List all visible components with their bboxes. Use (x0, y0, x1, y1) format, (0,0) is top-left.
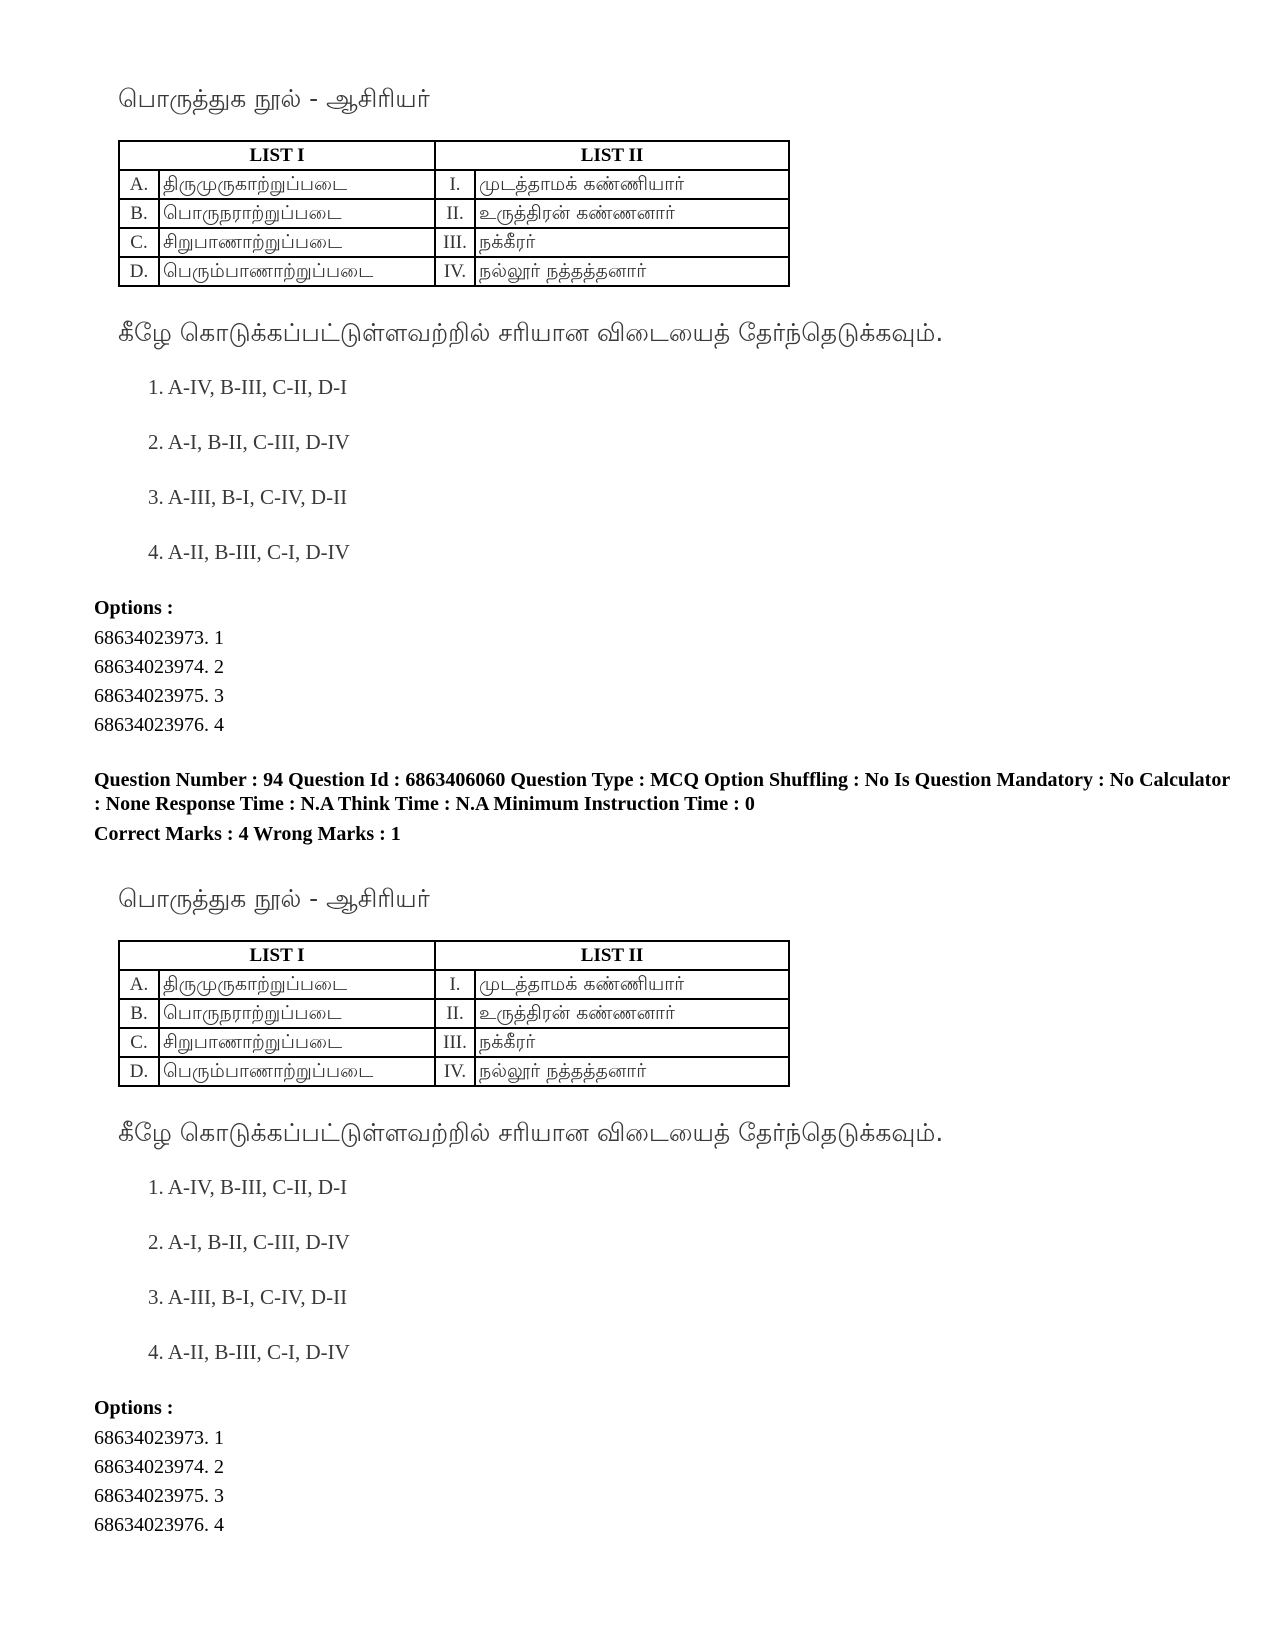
list-i-item: பொருநராற்றுப்படை (159, 199, 435, 228)
list-i-item: பொருநராற்றுப்படை (159, 999, 435, 1028)
list-ii-item: உருத்திரன் கண்ணனார் (475, 999, 789, 1028)
answer-choice: 2. A-I, B-II, C-III, D-IV (148, 430, 350, 454)
question-marks: Correct Marks : 4 Wrong Marks : 1 (94, 823, 401, 845)
answer-choice: 1. A-IV, B-III, C-II, D-I (148, 375, 348, 399)
list-ii-item: நல்லூர் நத்தத்தனார் (475, 257, 789, 286)
list-i-key: A. (119, 970, 159, 999)
list-ii-item: முடத்தாமக் கண்ணியார் (475, 170, 789, 199)
list-ii-key: I. (435, 970, 475, 999)
list-ii-item: முடத்தாமக் கண்ணியார் (475, 970, 789, 999)
options-list (94, 1426, 224, 1542)
instruction-text: கீழே கொடுக்கப்பட்டுள்ளவற்றில் சரியான விடையைத் தேர்ந்தெடுக்கவும். (118, 1118, 944, 1147)
question-block-1 (0, 0, 1275, 590)
list-ii-key: III. (435, 1028, 475, 1057)
options-list (94, 626, 224, 742)
list-ii-header: LIST II (435, 941, 789, 970)
table-row (119, 170, 789, 199)
answer-choice: 3. A-III, B-I, C-IV, D-II (148, 1285, 348, 1309)
list-ii-item: நக்கீரர் (475, 1028, 789, 1057)
list-i-key: C. (119, 1028, 159, 1057)
list-i-key: C. (119, 228, 159, 257)
answer-choice: 1. A-IV, B-III, C-II, D-I (148, 1175, 348, 1199)
list-i-item: பெரும்பாணாற்றுப்படை (159, 1057, 435, 1086)
list-ii-key: IV. (435, 1057, 475, 1086)
option-item: 68634023974. 2 (94, 656, 224, 678)
list-ii-key: II. (435, 199, 475, 228)
list-i-item: சிறுபாணாற்றுப்படை (159, 228, 435, 257)
table-row (119, 228, 789, 257)
match-table (118, 940, 790, 1087)
list-i-key: D. (119, 1057, 159, 1086)
list-i-key: B. (119, 999, 159, 1028)
option-item: 68634023976. 4 (94, 714, 224, 736)
option-item: 68634023973. 1 (94, 627, 224, 649)
question-heading: பொருத்துக நூல் - ஆசிரியர் (118, 884, 430, 913)
option-item: 68634023976. 4 (94, 1514, 224, 1536)
list-i-key: A. (119, 170, 159, 199)
answer-choices (148, 376, 350, 596)
table-row (119, 199, 789, 228)
answer-choice: 3. A-III, B-I, C-IV, D-II (148, 485, 348, 509)
list-i-header: LIST I (119, 941, 435, 970)
question-heading: பொருத்துக நூல் - ஆசிரியர் (118, 84, 430, 113)
list-ii-key: II. (435, 999, 475, 1028)
options-title: Options : (94, 597, 174, 619)
option-item: 68634023974. 2 (94, 1456, 224, 1478)
list-ii-header: LIST II (435, 141, 789, 170)
table-row (119, 257, 789, 286)
option-item: 68634023975. 3 (94, 1485, 224, 1507)
list-ii-key: I. (435, 170, 475, 199)
answer-choices (148, 1176, 350, 1396)
options-title: Options : (94, 1397, 174, 1419)
table-header-row (119, 941, 789, 970)
list-i-item: திருமுருகாற்றுப்படை (159, 970, 435, 999)
list-i-item: பெரும்பாணாற்றுப்படை (159, 257, 435, 286)
table-row (119, 1028, 789, 1057)
list-ii-key: III. (435, 228, 475, 257)
answer-choice: 2. A-I, B-II, C-III, D-IV (148, 1230, 350, 1254)
question-block-2 (0, 800, 1275, 1390)
match-table (118, 140, 790, 287)
table-row (119, 1057, 789, 1086)
list-ii-item: நல்லூர் நத்தத்தனார் (475, 1057, 789, 1086)
list-ii-key: IV. (435, 257, 475, 286)
instruction-text: கீழே கொடுக்கப்பட்டுள்ளவற்றில் சரியான விடையைத் தேர்ந்தெடுக்கவும். (118, 318, 944, 347)
option-item: 68634023975. 3 (94, 685, 224, 707)
list-i-key: D. (119, 257, 159, 286)
answer-choice: 4. A-II, B-III, C-I, D-IV (148, 540, 350, 564)
question-meta: Question Number : 94 Question Id : 6863406060 Question Type : MCQ Option Shuffling : No Is Question Mandatory : No Calculator : None Response Time : N.A Think Time : N.A Minimum Instruction Time : 0 (94, 769, 1230, 815)
table-row (119, 999, 789, 1028)
table-header-row (119, 141, 789, 170)
table-row (119, 970, 789, 999)
list-ii-item: உருத்திரன் கண்ணனார் (475, 199, 789, 228)
list-i-header: LIST I (119, 141, 435, 170)
answer-choice: 4. A-II, B-III, C-I, D-IV (148, 1340, 350, 1364)
option-item: 68634023973. 1 (94, 1427, 224, 1449)
list-i-item: சிறுபாணாற்றுப்படை (159, 1028, 435, 1057)
list-i-key: B. (119, 199, 159, 228)
list-ii-item: நக்கீரர் (475, 228, 789, 257)
list-i-item: திருமுருகாற்றுப்படை (159, 170, 435, 199)
